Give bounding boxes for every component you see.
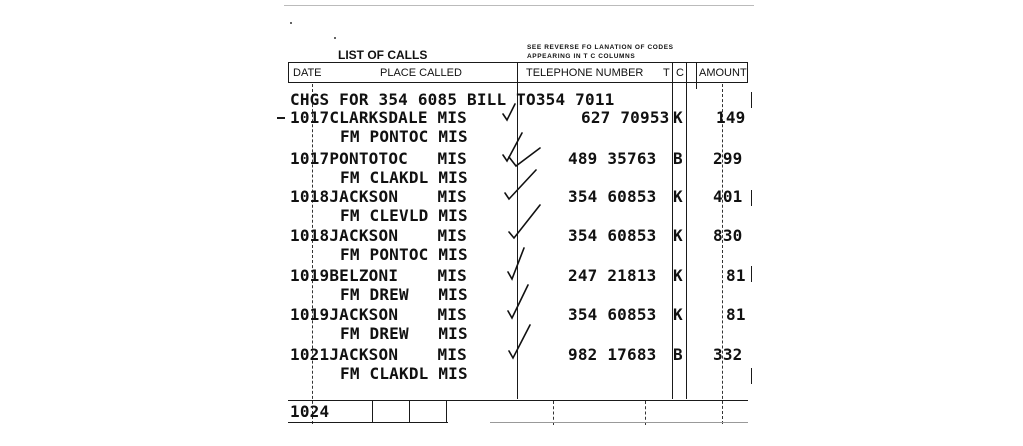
form-title: LIST OF CALLS (338, 48, 428, 62)
entry-phone: 982 17683 (568, 345, 657, 364)
col-amount: AMOUNT (699, 67, 747, 79)
entry-code: K (673, 187, 683, 206)
entry-phone: 354 60853 (568, 305, 657, 324)
footer-date: 1024 (290, 402, 330, 421)
check-mark-icon (508, 248, 524, 279)
entry-main: 1018JACKSON MIS (290, 226, 467, 245)
entry-main: 1021JACKSON MIS (290, 345, 467, 364)
entry-code: K (673, 108, 683, 127)
col-date: DATE (293, 67, 322, 79)
entry-from: FM CLAKDL MIS (340, 364, 468, 383)
check-mark-icon (509, 205, 540, 238)
entry-phone: 627 70953 (581, 108, 670, 127)
entry-amount: 81 (726, 266, 746, 285)
entry-amount: 830 (713, 226, 743, 245)
entry-code: B (673, 345, 683, 364)
footer-bottom-rule (490, 422, 748, 423)
entry-from: FM CLEVLD MIS (340, 206, 468, 225)
entry-from: FM PONTOC MIS (340, 245, 468, 264)
entry-from: FM DREW MIS (340, 324, 468, 343)
entry-code: K (673, 305, 683, 324)
entry-amount: 332 (713, 345, 743, 364)
footer-box-divider (372, 401, 373, 422)
check-mark-icon (505, 170, 536, 199)
entry-from: FM CLAKDL MIS (340, 168, 468, 187)
check-mark-icon (503, 104, 515, 120)
entry-amount: 149 (716, 108, 746, 127)
col-telephone-number: TELEPHONE NUMBER (526, 67, 644, 79)
entry-main: 1017CLARKSDALE MIS (290, 108, 467, 127)
footer-top-rule (288, 400, 748, 401)
entry-code: B (673, 149, 683, 168)
codes-note-line1: SEE REVERSE FO LANATION OF CODES (527, 44, 674, 51)
entry-code: K (673, 226, 683, 245)
entry-code: K (673, 266, 683, 285)
col-place-called: PLACE CALLED (380, 67, 462, 79)
footer-box-divider (446, 401, 447, 422)
entry-phone: 247 21813 (568, 266, 657, 285)
charges-header-line: CHGS FOR 354 6085 BILL TO354 7011 (290, 90, 615, 109)
check-mark-icon (508, 285, 528, 318)
check-mark-icon (509, 148, 540, 166)
entry-phone: 354 60853 (568, 187, 657, 206)
entry-main: 1019BELZONI MIS (290, 266, 467, 285)
entry-amount: 81 (726, 305, 746, 324)
entry-phone: 354 60853 (568, 226, 657, 245)
check-mark-icon (503, 133, 522, 161)
entry-amount: 299 (713, 149, 743, 168)
footer-box-divider (409, 401, 410, 422)
codes-note-line2: APPEARING IN T C COLUMNS (527, 53, 636, 60)
entry-main: 1018JACKSON MIS (290, 187, 467, 206)
entry-main: 1019JACKSON MIS (290, 305, 467, 324)
col-c: C (676, 67, 684, 79)
entry-amount: 401 (713, 187, 743, 206)
footer-date-underline (288, 422, 448, 423)
entry-phone: 489 35763 (568, 149, 657, 168)
entry-from: FM DREW MIS (340, 285, 468, 304)
check-mark-icon (509, 325, 530, 358)
entry-main: 1017PONTOTOC MIS (290, 149, 467, 168)
entry-from: FM PONTOC MIS (340, 127, 468, 146)
col-t: T (663, 67, 670, 79)
